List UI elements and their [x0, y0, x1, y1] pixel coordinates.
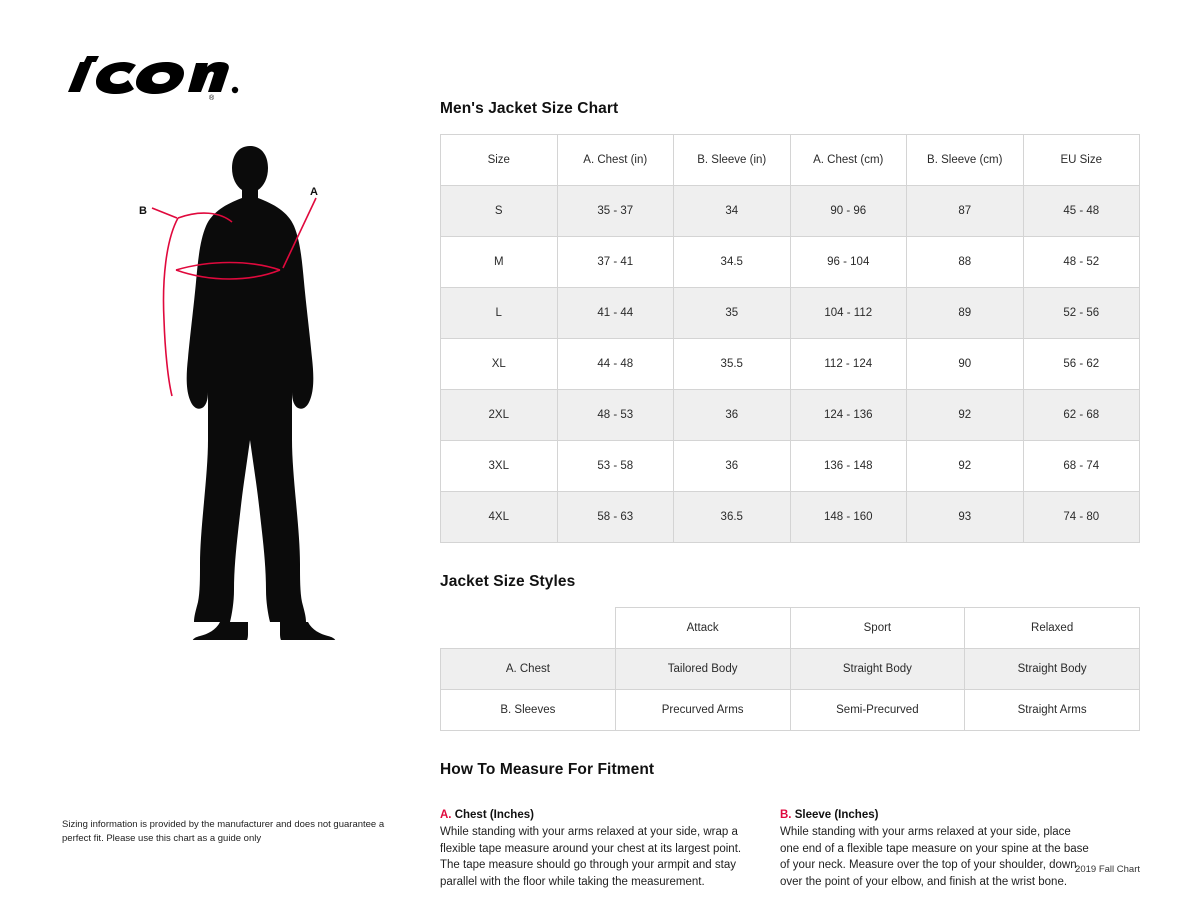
size-chart-cell: 58 - 63: [557, 492, 674, 543]
measure-marker-a: A.: [440, 809, 452, 821]
measure-body-chest: While standing with your arms relaxed at your side, wrap a flexible tape measure around your chest at its largest point. The tape measure should go through your armpit and stay parallel with the floor while taking the measurement.: [440, 826, 742, 889]
size-chart-cell: 37 - 41: [557, 237, 674, 288]
size-chart-cell: 56 - 62: [1023, 339, 1140, 390]
size-chart-header-cell: EU Size: [1023, 135, 1140, 186]
size-chart-cell: 92: [907, 390, 1024, 441]
size-chart-header-cell: B. Sleeve (in): [674, 135, 791, 186]
measure-title: How To Measure For Fitment: [440, 761, 655, 778]
disclaimer-text: Sizing information is provided by the manufacturer and does not guarantee a perfect fit. Please use this chart as a guide only: [62, 819, 385, 845]
styles-cell: Tailored Body: [615, 649, 790, 690]
table-row: [441, 441, 1140, 492]
size-chart-cell: L: [441, 288, 558, 339]
size-chart-cell: 35 - 37: [557, 186, 674, 237]
table-row: [441, 492, 1140, 543]
size-chart-title: Men's Jacket Size Chart: [440, 100, 619, 117]
styles-title: Jacket Size Styles: [440, 573, 576, 590]
callout-label-b: B: [139, 205, 147, 217]
size-chart-cell: 92: [907, 441, 1024, 492]
size-chart-cell: 48 - 52: [1023, 237, 1140, 288]
size-chart-header-cell: B. Sleeve (cm): [907, 135, 1024, 186]
measure-marker-b: B.: [780, 809, 792, 821]
size-chart-cell: 112 - 124: [790, 339, 907, 390]
table-row: [441, 186, 1140, 237]
size-chart-cell: XL: [441, 339, 558, 390]
styles-cell: Semi-Precurved: [790, 690, 965, 731]
size-chart-cell: 90: [907, 339, 1024, 390]
table-row: [441, 690, 1140, 731]
measure-item-sleeve: [780, 809, 1092, 891]
size-chart-cell: 68 - 74: [1023, 441, 1140, 492]
chart-date: 2019 Fall Chart: [1075, 864, 1140, 875]
size-chart-cell: 53 - 58: [557, 441, 674, 492]
size-chart-cell: 104 - 112: [790, 288, 907, 339]
callout-label-a: A: [310, 186, 318, 198]
size-chart-cell: 2XL: [441, 390, 558, 441]
styles-row-label: B. Sleeves: [441, 690, 616, 731]
size-chart-cell: 90 - 96: [790, 186, 907, 237]
size-chart-cell: 148 - 160: [790, 492, 907, 543]
table-row: [441, 288, 1140, 339]
size-chart-cell: 3XL: [441, 441, 558, 492]
size-chart-cell: 74 - 80: [1023, 492, 1140, 543]
size-chart-cell: 62 - 68: [1023, 390, 1140, 441]
size-chart-cell: 35.5: [674, 339, 791, 390]
size-chart-cell: 34: [674, 186, 791, 237]
styles-cell: Straight Arms: [965, 690, 1140, 731]
size-chart-cell: M: [441, 237, 558, 288]
size-chart-cell: 41 - 44: [557, 288, 674, 339]
size-chart-cell: 87: [907, 186, 1024, 237]
size-chart-cell: 44 - 48: [557, 339, 674, 390]
size-chart-cell: 34.5: [674, 237, 791, 288]
styles-header-cell: Attack: [615, 608, 790, 649]
styles-corner-cell: [441, 608, 616, 649]
measure-item-chest: [440, 809, 752, 891]
size-chart-cell: 93: [907, 492, 1024, 543]
table-row: [441, 237, 1140, 288]
styles-header-cell: Sport: [790, 608, 965, 649]
styles-header-cell: Relaxed: [965, 608, 1140, 649]
measure-heading-sleeve: Sleeve (Inches): [794, 809, 879, 821]
measure-instructions: [440, 809, 1140, 891]
size-chart-cell: 88: [907, 237, 1024, 288]
styles-row-label: A. Chest: [441, 649, 616, 690]
size-chart-cell: S: [441, 186, 558, 237]
styles-header-row: [441, 608, 1140, 649]
size-chart-cell: 89: [907, 288, 1024, 339]
icon-wordmark-logo: [62, 52, 242, 104]
size-chart-cell: 96 - 104: [790, 237, 907, 288]
measure-body-sleeve: While standing with your arms relaxed at your side, place one end of a flexible tape measure on your spine at the base of your neck. Measure over the top of your shoulder, down over the point of your elbow, and finish at the wrist bone.: [780, 826, 1089, 889]
size-chart-cell: 36: [674, 390, 791, 441]
size-chart-cell: 124 - 136: [790, 390, 907, 441]
svg-text:®: ®: [209, 95, 215, 102]
table-row: [441, 390, 1140, 441]
body-silhouette: [187, 146, 336, 640]
size-chart-cell: 52 - 56: [1023, 288, 1140, 339]
size-chart-cell: 36: [674, 441, 791, 492]
size-chart-cell: 48 - 53: [557, 390, 674, 441]
size-chart-cell: 4XL: [441, 492, 558, 543]
size-chart-header-cell: Size: [441, 135, 558, 186]
styles-cell: Straight Body: [965, 649, 1140, 690]
size-chart-header-cell: A. Chest (cm): [790, 135, 907, 186]
size-chart-cell: 45 - 48: [1023, 186, 1140, 237]
jacket-size-styles-table: [440, 607, 1140, 731]
styles-cell: Straight Body: [790, 649, 965, 690]
measure-heading-chest: Chest (Inches): [454, 809, 534, 821]
size-chart-cell: 36.5: [674, 492, 791, 543]
table-row: [441, 339, 1140, 390]
table-row: [441, 649, 1140, 690]
body-measurement-figure: [120, 140, 380, 640]
brand-logo: [62, 52, 242, 104]
styles-cell: Precurved Arms: [615, 690, 790, 731]
size-chart-header-cell: A. Chest (in): [557, 135, 674, 186]
size-chart-cell: 136 - 148: [790, 441, 907, 492]
size-chart-table: [440, 134, 1140, 543]
size-chart-header-row: [441, 135, 1140, 186]
size-chart-cell: 35: [674, 288, 791, 339]
